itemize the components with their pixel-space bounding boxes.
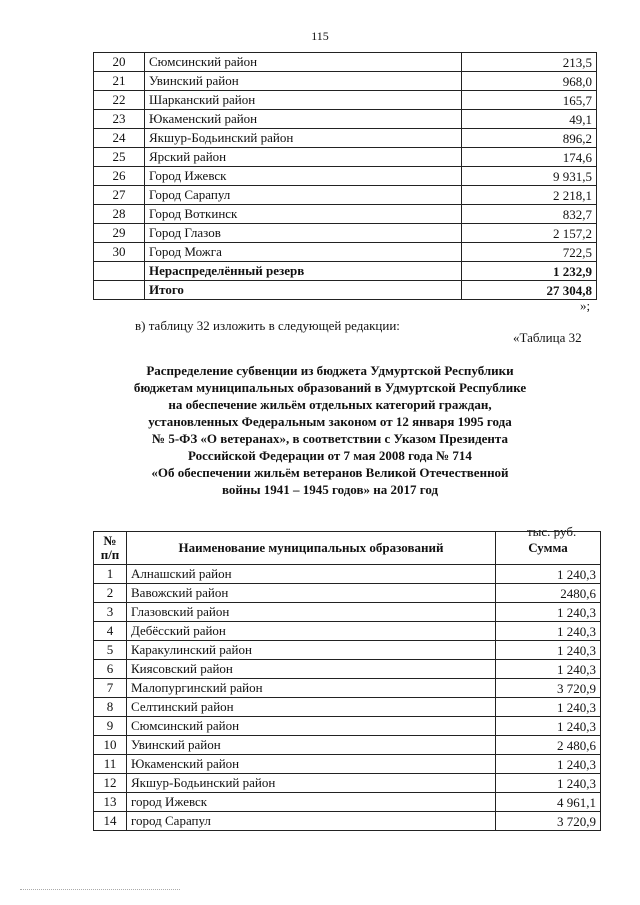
row-number [94,262,145,281]
table-row [94,281,597,300]
row-number: 30 [94,243,145,262]
table-row [94,148,597,167]
row-name: Юкаменский район [127,755,496,774]
row-name: Сюмсинский район [145,53,462,72]
row-sum: 213,5 [462,53,597,72]
header-row [94,532,601,565]
row-name: Юкаменский район [145,110,462,129]
row-number: 21 [94,72,145,91]
unit-label: тыс. руб. [527,524,577,539]
table-row [94,584,601,603]
table-row [94,72,597,91]
table-row [94,755,601,774]
subsidy-table-continued [93,52,597,300]
row-number: 26 [94,167,145,186]
row-number: 12 [94,774,127,793]
table-row [94,167,597,186]
row-name: Ярский район [145,148,462,167]
table-row [94,698,601,717]
row-sum: 832,7 [462,205,597,224]
row-name: Глазовский район [127,603,496,622]
row-name: Дебёсский район [127,622,496,641]
title-line: на обеспечение жильём отдельных категорий граждан, [168,397,492,412]
row-name: Увинский район [145,72,462,91]
table-closing-quote: »; [580,298,591,313]
row-number: 8 [94,698,127,717]
row-number: 14 [94,812,127,831]
title-line: бюджетам муниципальных образований в Удмуртской Республике [133,380,527,395]
row-sum: 1 240,3 [496,717,601,736]
row-sum: 968,0 [462,72,597,91]
table-row [94,565,601,584]
row-name: Увинский район [127,736,496,755]
amendment-text: в) таблицу 32 изложить в следующей редакции: [135,318,400,333]
row-sum: 1 240,3 [496,698,601,717]
row-sum: 1 240,3 [496,660,601,679]
row-sum: 1 240,3 [496,565,601,584]
table-row [94,793,601,812]
row-sum: 1 232,9 [462,262,597,281]
row-sum: 49,1 [462,110,597,129]
table-row [94,186,597,205]
row-number [94,281,145,300]
row-name: Малопургинский район [127,679,496,698]
row-number: 25 [94,148,145,167]
table-row [94,129,597,148]
row-number: 3 [94,603,127,622]
table-row [94,774,601,793]
row-sum: 2 218,1 [462,186,597,205]
row-sum: 174,6 [462,148,597,167]
table-label: «Таблица 32 [513,330,582,345]
row-sum: 4 961,1 [496,793,601,812]
row-name: Нераспределённый резерв [145,262,462,281]
table-row [94,812,601,831]
row-name: город Сарапул [127,812,496,831]
row-sum: 3 720,9 [496,812,601,831]
row-name: Киясовский район [127,660,496,679]
table-row [94,717,601,736]
row-number: 20 [94,53,145,72]
header-sum: Сумма [496,532,601,565]
title-line: «Об обеспечении жильём ветеранов Великой Отечественной [151,465,509,480]
table-row [94,603,601,622]
row-number: 9 [94,717,127,736]
title-line: № 5-ФЗ «О ветеранах», в соответствии с Указом Президента [152,431,508,446]
row-sum: 165,7 [462,91,597,110]
row-sum: 27 304,8 [462,281,597,300]
row-number: 13 [94,793,127,812]
row-sum: 2 157,2 [462,224,597,243]
table-title [120,362,540,498]
subvention-table [93,531,601,831]
row-number: 28 [94,205,145,224]
row-number: 10 [94,736,127,755]
row-name: Город Ижевск [145,167,462,186]
row-sum: 9 931,5 [462,167,597,186]
row-name: Город Глазов [145,224,462,243]
row-sum: 1 240,3 [496,603,601,622]
row-name: Алнашский район [127,565,496,584]
header-num: № п/п [94,532,127,565]
table-row [94,53,597,72]
row-number: 4 [94,622,127,641]
row-name: Якшур-Бодьинский район [127,774,496,793]
row-sum: 1 240,3 [496,774,601,793]
table-row [94,641,601,660]
row-sum: 1 240,3 [496,641,601,660]
row-number: 6 [94,660,127,679]
row-number: 11 [94,755,127,774]
row-number: 27 [94,186,145,205]
row-number: 5 [94,641,127,660]
row-name: Шарканский район [145,91,462,110]
row-sum: 896,2 [462,129,597,148]
row-name: город Ижевск [127,793,496,812]
table-row [94,224,597,243]
row-name: Город Воткинск [145,205,462,224]
row-name: Вавожский район [127,584,496,603]
title-line: установленных Федеральным законом от 12 января 1995 года [148,414,512,429]
row-number: 23 [94,110,145,129]
table-row [94,205,597,224]
row-number: 29 [94,224,145,243]
row-sum: 2480,6 [496,584,601,603]
header-name: Наименование муниципальных образований [127,532,496,565]
row-number: 22 [94,91,145,110]
row-name: Сюмсинский район [127,717,496,736]
row-name: Якшур-Бодьинский район [145,129,462,148]
scan-artifact-line [20,889,180,893]
title-line: Российской Федерации от 7 мая 2008 года № 714 [188,448,472,463]
row-name: Итого [145,281,462,300]
table-row [94,679,601,698]
row-number: 24 [94,129,145,148]
title-line: войны 1941 – 1945 годов» на 2017 год [221,482,439,497]
table-row [94,622,601,641]
row-number: 2 [94,584,127,603]
table-row [94,736,601,755]
row-name: Каракулинский район [127,641,496,660]
table-row [94,243,597,262]
table-row [94,91,597,110]
row-name: Город Сарапул [145,186,462,205]
row-sum: 3 720,9 [496,679,601,698]
table-row [94,110,597,129]
page-number: 115 [311,29,329,43]
row-sum: 722,5 [462,243,597,262]
row-number: 1 [94,565,127,584]
table-row [94,262,597,281]
row-sum: 1 240,3 [496,622,601,641]
table-row [94,660,601,679]
row-name: Город Можга [145,243,462,262]
title-line: Распределение субвенции из бюджета Удмуртской Республики [146,363,514,378]
row-sum: 1 240,3 [496,755,601,774]
row-sum: 2 480,6 [496,736,601,755]
row-name: Селтинский район [127,698,496,717]
row-number: 7 [94,679,127,698]
